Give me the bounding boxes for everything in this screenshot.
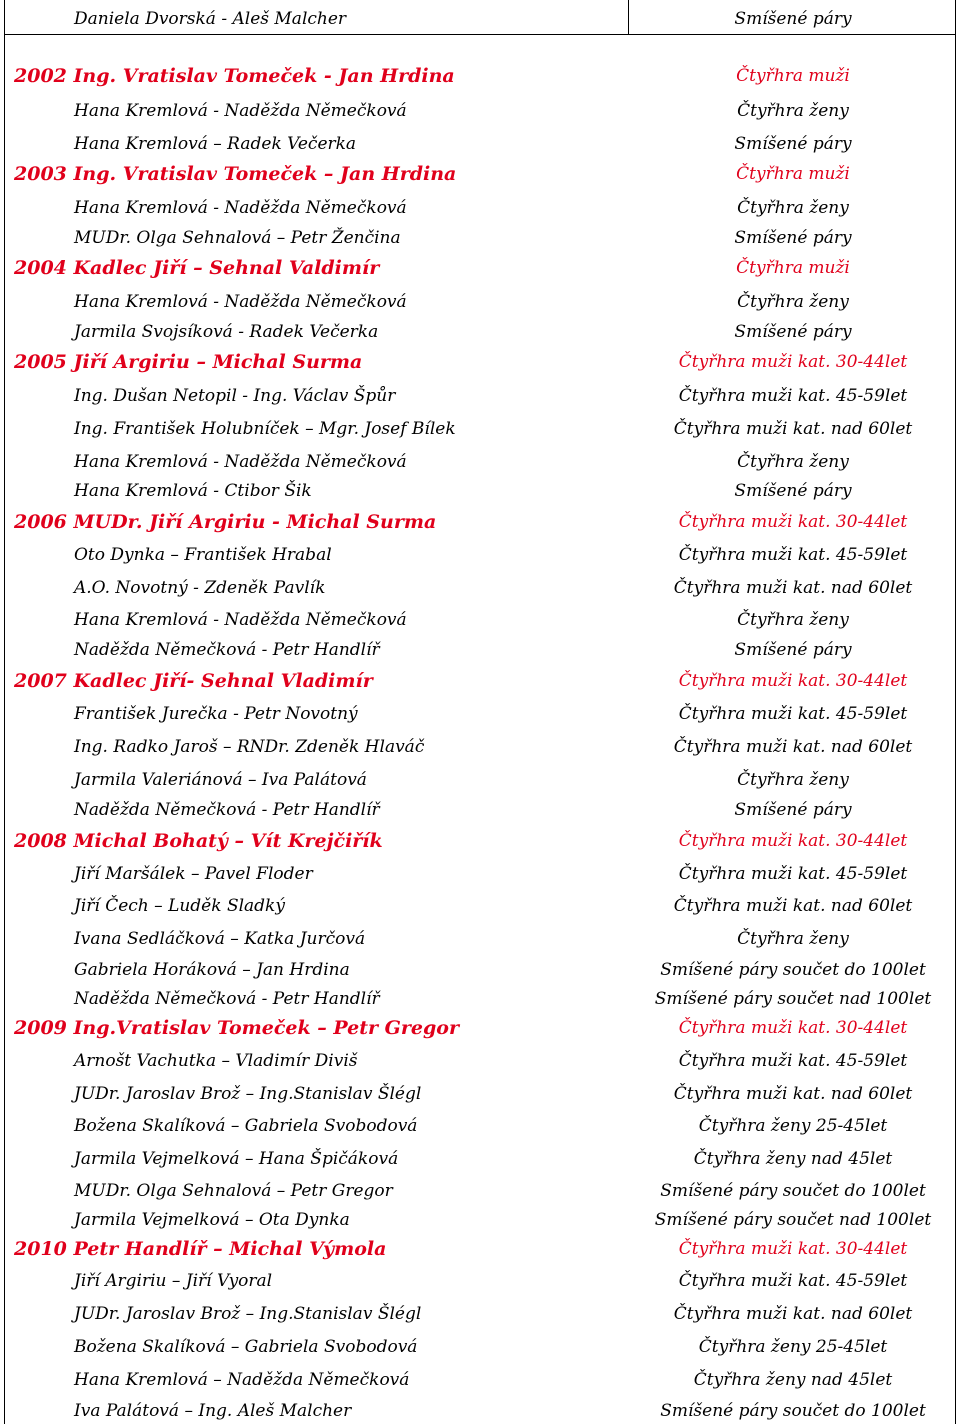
category-cell: Čtyřhra muži kat. nad 60let — [673, 419, 913, 439]
category-cell: Čtyřhra muži kat. 30-44let — [678, 831, 908, 851]
table-row — [0, 665, 960, 697]
table-row — [0, 858, 960, 890]
category-cell: Smíšené páry — [734, 322, 852, 342]
category-cell: Smíšené páry — [734, 134, 852, 154]
table-row — [0, 1298, 960, 1330]
category-cell: Čtyřhra ženy nad 45let — [693, 1370, 893, 1390]
pair-names-cell: Jiří Argiriu – Jiří Vyoral — [74, 1271, 273, 1291]
year-pair-cell: 2003 Ing. Vratislav Tomeček – Jan Hrdina — [14, 163, 457, 185]
category-cell: Čtyřhra muži kat. nad 60let — [673, 1304, 913, 1324]
table-row — [0, 890, 960, 922]
pair-names-cell: Ing. Dušan Netopil - Ing. Václav Špůr — [74, 386, 396, 406]
table-row — [0, 3, 960, 35]
table-row — [0, 95, 960, 127]
category-cell: Čtyřhra muži kat. 45-59let — [678, 704, 908, 724]
pair-names-cell: Gabriela Horáková – Jan Hrdina — [74, 960, 350, 980]
pair-names-cell: Hana Kremlová - Naděžda Němečková — [74, 610, 407, 630]
category-cell: Čtyřhra muži kat. 45-59let — [678, 1051, 908, 1071]
category-cell: Čtyřhra ženy nad 45let — [693, 1149, 893, 1169]
pair-names-cell: Oto Dynka – František Hrabal — [74, 545, 332, 565]
pair-names-cell: Ing. František Holubníček – Mgr. Josef Bílek — [74, 419, 456, 439]
pair-names-cell: Iva Palátová – Ing. Aleš Malcher — [74, 1401, 352, 1421]
category-cell: Smíšené páry — [734, 228, 852, 248]
table-row — [0, 1045, 960, 1077]
pair-names-cell: Hana Kremlová - Naděžda Němečková — [74, 452, 407, 472]
table-row — [0, 1265, 960, 1297]
year-pair-cell: 2002 Ing. Vratislav Tomeček - Jan Hrdina — [14, 65, 455, 87]
category-cell: Čtyřhra ženy — [737, 452, 849, 472]
table-row — [0, 923, 960, 955]
category-cell: Čtyřhra muži kat. 30-44let — [678, 1239, 908, 1259]
category-cell: Čtyřhra muži — [736, 66, 850, 86]
category-cell: Smíšené páry součet nad 100let — [654, 1210, 932, 1230]
pair-names-cell: Hana Kremlová - Naděžda Němečková — [74, 101, 407, 121]
category-cell: Čtyřhra muži kat. 45-59let — [678, 545, 908, 565]
category-cell: Smíšené páry — [734, 9, 852, 29]
year-pair-cell: 2006 MUDr. Jiří Argiriu - Michal Surma — [14, 511, 437, 533]
table-row — [0, 983, 960, 1015]
table-row — [0, 731, 960, 763]
table-row — [0, 380, 960, 412]
table-row — [0, 192, 960, 224]
pair-names-cell: Daniela Dvorská - Aleš Malcher — [74, 9, 347, 29]
table-row — [0, 1110, 960, 1142]
category-cell: Čtyřhra muži kat. nad 60let — [673, 1084, 913, 1104]
pair-names-cell: Hana Kremlová - Naděžda Němečková — [74, 198, 407, 218]
pair-names-cell: Arnošt Vachutka – Vladimír Diviš — [74, 1051, 358, 1071]
table-row — [0, 825, 960, 857]
category-cell: Čtyřhra muži — [736, 258, 850, 278]
table-row — [0, 794, 960, 826]
pair-names-cell: František Jurečka - Petr Novotný — [74, 704, 358, 724]
pair-names-cell: A.O. Novotný - Zdeněk Pavlík — [74, 578, 326, 598]
pair-names-cell: Hana Kremlová – Radek Večerka — [74, 134, 357, 154]
table-row — [0, 954, 960, 986]
category-cell: Čtyřhra muži kat. nad 60let — [673, 896, 913, 916]
category-cell: Smíšené páry součet nad 100let — [654, 989, 932, 1009]
table-row — [0, 316, 960, 348]
category-cell: Čtyřhra muži kat. 45-59let — [678, 386, 908, 406]
category-cell: Čtyřhra ženy — [737, 101, 849, 121]
category-cell: Čtyřhra ženy 25-45let — [698, 1337, 888, 1357]
category-cell: Čtyřhra ženy 25-45let — [698, 1116, 888, 1136]
category-cell: Smíšené páry — [734, 481, 852, 501]
table-row — [0, 1175, 960, 1207]
category-cell: Čtyřhra muži kat. 30-44let — [678, 352, 908, 372]
category-cell: Čtyřhra ženy — [737, 292, 849, 312]
table-row — [0, 604, 960, 636]
pair-names-cell: Jiří Čech – Luděk Sladký — [74, 896, 285, 916]
category-cell: Čtyřhra muži kat. 45-59let — [678, 864, 908, 884]
category-cell: Smíšené páry součet do 100let — [660, 1401, 926, 1421]
pair-names-cell: MUDr. Olga Sehnalová – Petr Ženčina — [74, 228, 401, 248]
table-row — [0, 1204, 960, 1236]
table-row — [0, 1331, 960, 1363]
category-cell: Čtyřhra ženy — [737, 770, 849, 790]
table-row — [0, 252, 960, 284]
table-row — [0, 346, 960, 378]
pair-names-cell: Jarmila Vejmelková – Hana Špičáková — [74, 1149, 399, 1169]
category-cell: Čtyřhra muži kat. 45-59let — [678, 1271, 908, 1291]
table-row — [0, 1395, 960, 1427]
table-row — [0, 698, 960, 730]
table-row — [0, 1233, 960, 1265]
year-pair-cell: 2008 Michal Bohatý – Vít Krejčiřík — [14, 830, 383, 852]
category-cell: Smíšené páry součet do 100let — [660, 1181, 926, 1201]
pair-names-cell: MUDr. Olga Sehnalová – Petr Gregor — [74, 1181, 393, 1201]
pair-names-cell: Naděžda Němečková - Petr Handlíř — [74, 989, 380, 1009]
category-cell: Čtyřhra muži kat. 30-44let — [678, 1018, 908, 1038]
year-pair-cell: 2007 Kadlec Jiří- Sehnal Vladimír — [14, 670, 373, 692]
table-row — [0, 158, 960, 190]
pair-names-cell: Božena Skalíková – Gabriela Svobodová — [74, 1337, 418, 1357]
pair-names-cell: Naděžda Němečková - Petr Handlíř — [74, 800, 380, 820]
category-cell: Čtyřhra ženy — [737, 198, 849, 218]
pair-names-cell: Hana Kremlová - Naděžda Němečková — [74, 292, 407, 312]
year-pair-cell: 2010 Petr Handlíř – Michal Výmola — [14, 1238, 387, 1260]
category-cell: Čtyřhra muži — [736, 164, 850, 184]
pair-names-cell: Ivana Sedláčková – Katka Jurčová — [74, 929, 366, 949]
table-row — [0, 1078, 960, 1110]
category-cell: Čtyřhra ženy — [737, 929, 849, 949]
pair-names-cell: Božena Skalíková – Gabriela Svobodová — [74, 1116, 418, 1136]
table-row — [0, 222, 960, 254]
category-cell: Smíšené páry — [734, 800, 852, 820]
year-pair-cell: 2009 Ing.Vratislav Tomeček – Petr Gregor — [14, 1017, 459, 1039]
table-row — [0, 764, 960, 796]
pair-names-cell: JUDr. Jaroslav Brož – Ing.Stanislav Šlégl — [74, 1084, 422, 1104]
table-row — [0, 286, 960, 318]
pair-names-cell: JUDr. Jaroslav Brož – Ing.Stanislav Šlégl — [74, 1304, 422, 1324]
table-row — [0, 572, 960, 604]
pair-names-cell: Hana Kremlová – Naděžda Němečková — [74, 1370, 410, 1390]
year-pair-cell: 2005 Jiří Argiriu – Michal Surma — [14, 351, 363, 373]
pair-names-cell: Jarmila Vejmelková – Ota Dynka — [74, 1210, 350, 1230]
category-cell: Čtyřhra muži kat. nad 60let — [673, 737, 913, 757]
pair-names-cell: Jarmila Svojsíková - Radek Večerka — [74, 322, 379, 342]
table-row — [0, 413, 960, 445]
table-row — [0, 475, 960, 507]
category-cell: Smíšené páry — [734, 640, 852, 660]
table-row — [0, 634, 960, 666]
table-row — [0, 60, 960, 92]
table-row — [0, 446, 960, 478]
pair-names-cell: Jarmila Valeriánová – Iva Palátová — [74, 770, 367, 790]
table-row — [0, 1143, 960, 1175]
category-cell: Smíšené páry součet do 100let — [660, 960, 926, 980]
pair-names-cell: Jiří Maršálek – Pavel Floder — [74, 864, 313, 884]
table-row — [0, 539, 960, 571]
table-row — [0, 1364, 960, 1396]
table-row — [0, 506, 960, 538]
category-cell: Čtyřhra muži kat. nad 60let — [673, 578, 913, 598]
category-cell: Čtyřhra muži kat. 30-44let — [678, 671, 908, 691]
table-row — [0, 128, 960, 160]
year-pair-cell: 2004 Kadlec Jiří – Sehnal Valdimír — [14, 257, 380, 279]
pair-names-cell: Ing. Radko Jaroš – RNDr. Zdeněk Hlaváč — [74, 737, 425, 757]
category-cell: Čtyřhra ženy — [737, 610, 849, 630]
pair-names-cell: Naděžda Němečková - Petr Handlíř — [74, 640, 380, 660]
category-cell: Čtyřhra muži kat. 30-44let — [678, 512, 908, 532]
table-row — [0, 1012, 960, 1044]
pair-names-cell: Hana Kremlová - Ctibor Šik — [74, 481, 312, 501]
